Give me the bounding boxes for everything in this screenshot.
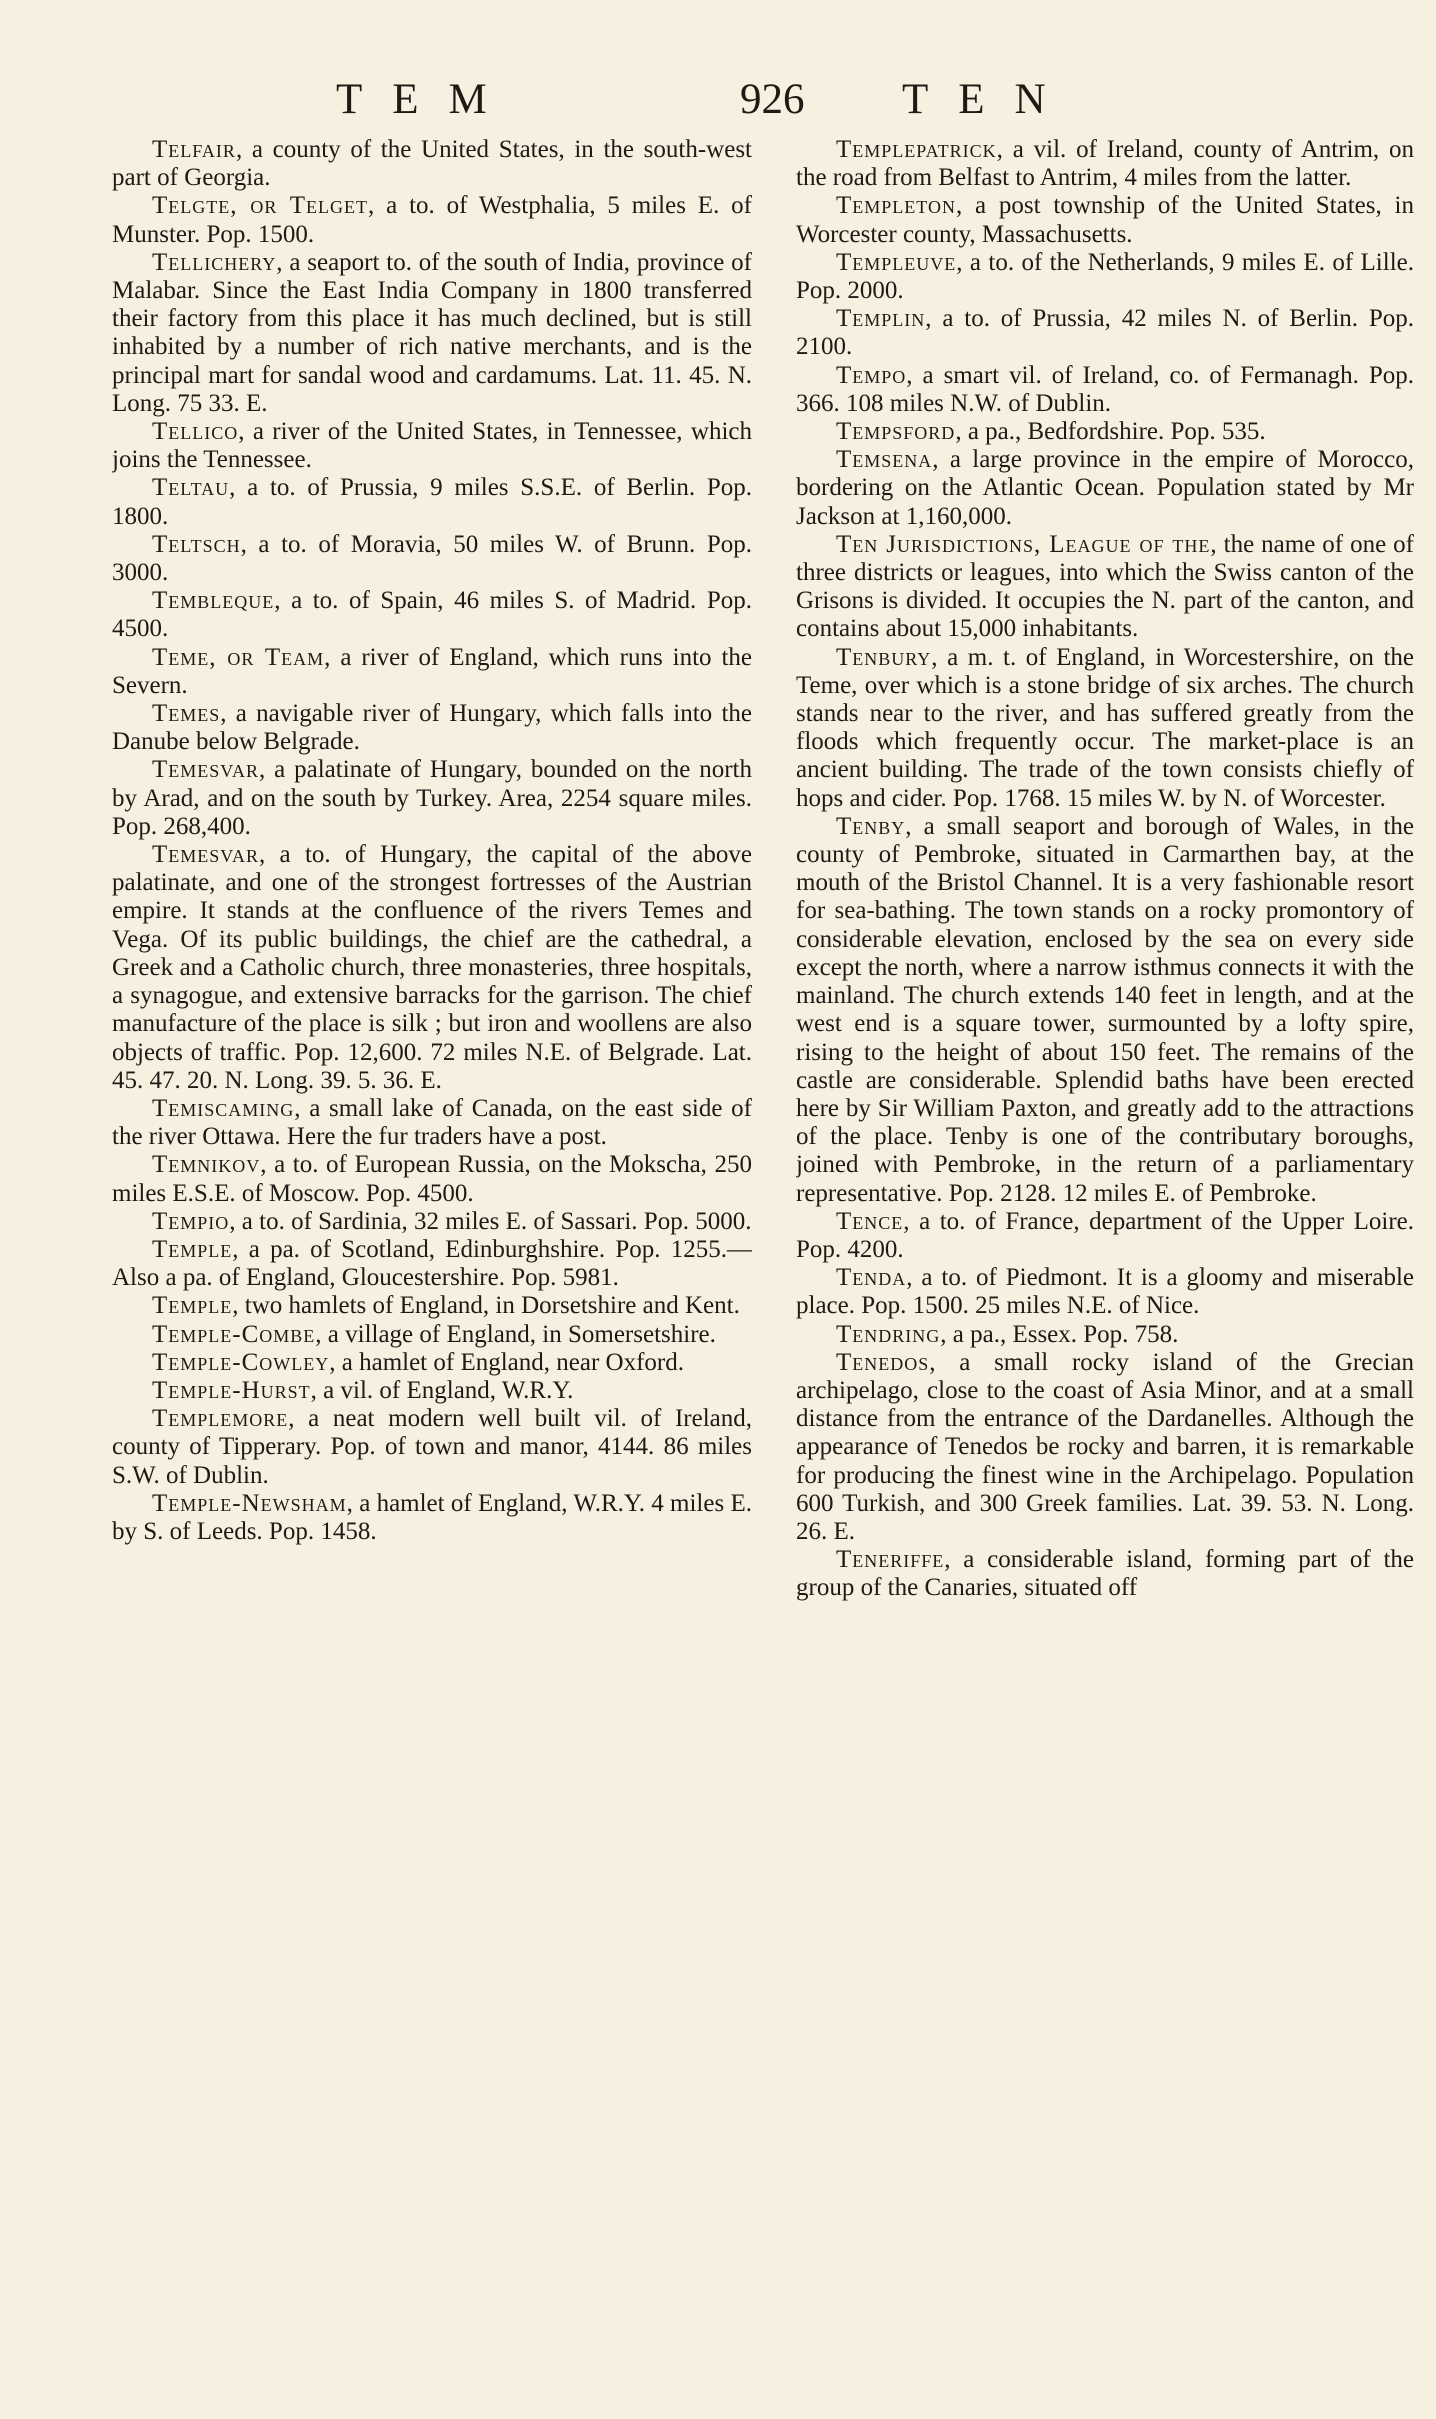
entry-headword: Ten Jurisdictions, League of the xyxy=(836,530,1211,558)
entry-text: , a pa., Bedfordshire. Pop. 535. xyxy=(955,418,1266,446)
entry-headword: Temsena xyxy=(836,446,933,474)
entry-headword: Templin xyxy=(836,305,926,333)
entry-headword: Temple-Combe xyxy=(152,1320,316,1348)
gazetteer-entry xyxy=(112,1208,752,1236)
gazetteer-entry xyxy=(112,1405,752,1490)
entry-headword: Templeton xyxy=(836,192,956,220)
entry-text: , a to. of Westphalia, 5 miles E. of Munster. Pop. 1500. xyxy=(112,192,752,248)
page-number: 926 xyxy=(740,76,805,123)
entry-headword: Temes xyxy=(152,700,221,728)
gazetteer-entry xyxy=(112,192,752,248)
entry-text: , a vil. of Ireland, county of Antrim, on the road from Belfast to Antrim, 4 miles from the latter. xyxy=(796,136,1414,192)
gazetteer-entry xyxy=(112,644,752,700)
entry-headword: Teltsch xyxy=(152,530,241,558)
entry-headword: Tenbury xyxy=(836,643,932,671)
entry-headword: Tellichery xyxy=(152,248,277,276)
entry-text: , a pa. of Scotland, Edinburghshire. Pop. 1255.—Also a pa. of England, Gloucestershire. Pop. 5981. xyxy=(112,1235,752,1292)
entry-text: , a seaport to. of the south of India, province of Malabar. Since the East India Company in 1800 transferred their factory from this place it has much declined, but is still inhabited by a number of rich native merchants, and is the principal mart for sandal wood and cardamums. Lat. 11. 45. N. Long. 75 33. E. xyxy=(112,248,752,417)
entry-text: , a considerable island, forming part of the group of the Canaries, situated off xyxy=(796,1546,1414,1602)
entry-headword: Temiscaming xyxy=(152,1094,295,1122)
header-right-guide-word: TEN xyxy=(902,76,1076,123)
entry-text: , a to. of Sardinia, 32 miles E. of Sassari. Pop. 5000. xyxy=(229,1207,752,1235)
gazetteer-entry xyxy=(112,136,752,192)
entry-headword: Temple-Hurst xyxy=(152,1376,311,1404)
entry-text: , a neat modern well built vil. of Ireland, county of Tipperary. Pop. of town and manor, 4144. 86 miles S.W. of Dublin. xyxy=(112,1405,752,1489)
entry-text: , a post township of the United States, in Worcester county, Massachusetts. xyxy=(796,192,1414,248)
entry-text: , a river of the United States, in Tennessee, which joins the Tennessee. xyxy=(112,418,752,474)
entry-text: , a smart vil. of Ireland, co. of Fermanagh. Pop. 366. 108 miles N.W. of Dublin. xyxy=(796,361,1414,417)
running-header xyxy=(0,70,1436,130)
entry-text: , a to. of Prussia, 42 miles N. of Berlin. Pop. 2100. xyxy=(796,305,1414,361)
entry-headword: Teme, or Team xyxy=(152,643,325,671)
entry-headword: Templeuve xyxy=(836,248,957,276)
entry-text: , a to. of Moravia, 50 miles W. of Brunn. Pop. 3000. xyxy=(112,530,752,587)
gazetteer-entry xyxy=(796,1546,1414,1602)
gazetteer-entry xyxy=(112,418,752,474)
left-column xyxy=(112,136,752,2391)
gazetteer-entry xyxy=(796,1208,1414,1264)
gazetteer-entry xyxy=(796,362,1414,418)
entry-headword: Temple xyxy=(152,1292,233,1320)
entry-headword: Tenda xyxy=(836,1264,907,1292)
gazetteer-entry xyxy=(112,531,752,587)
entry-text: , a large province in the empire of Morocco, bordering on the Atlantic Ocean. Population stated by Mr Jackson at 1,160,000. xyxy=(796,446,1414,530)
entry-text: , a to. of Piedmont. It is a gloomy and miserable place. Pop. 1500. 25 miles N.E. of Nice. xyxy=(796,1264,1414,1320)
entry-headword: Temple-Cowley xyxy=(152,1348,330,1376)
entry-headword: Telgte, or Telget xyxy=(152,192,369,220)
entry-headword: Tempo xyxy=(836,361,907,389)
gazetteer-entry xyxy=(796,249,1414,305)
entry-headword: Temesvar xyxy=(152,756,259,784)
entry-text: , a to. of Spain, 46 miles S. of Madrid. Pop. 4500. xyxy=(112,587,752,643)
gazetteer-entry xyxy=(112,1095,752,1151)
entry-headword: Tempsford xyxy=(836,418,956,446)
entry-headword: Tempio xyxy=(152,1207,230,1235)
gazetteer-entry xyxy=(796,418,1414,446)
gazetteer-entry xyxy=(796,136,1414,192)
entry-text: , a small seaport and borough of Wales, in the county of Pembroke, situated in Carmarthen bay, at the mouth of the Bristol Channel. It is a very fashionable resort for sea-bathing. The town stands on a rocky promontory of considerable elevation, enclosed by the sea on every side except the north, where a narrow isthmus connects it with the mainland. The church extends 140 feet in length, and at the west end is a square tower, surmounted by a lofty spire, rising to the height of about 150 feet. The remains of the castle are considerable. Splendid baths have been erected here by Sir William Paxton, and greatly add to the attractions of the place. Tenby is one of the contributary boroughs, joined with Pembroke, in the return of a parliamentary representative. Pop. 2128. 12 miles E. of Pembroke. xyxy=(796,812,1414,1207)
entry-headword: Temple-Newsham xyxy=(152,1489,347,1517)
entry-headword: Teneriffe xyxy=(836,1546,945,1574)
entry-text: , a vil. of England, W.R.Y. xyxy=(310,1376,574,1404)
gazetteer-entry xyxy=(112,1151,752,1207)
entry-text: , a to. of Prussia, 9 miles S.S.E. of Berlin. Pop. 1800. xyxy=(112,474,752,530)
entry-text: , the name of one of three districts or leagues, into which the Swiss canton of the Grisons is divided. It occupies the N. part of the canton, and contains about 15,000 inhabitants. xyxy=(796,530,1414,643)
gazetteer-entry xyxy=(796,305,1414,361)
entry-text: , a county of the United States, in the south-west part of Georgia. xyxy=(112,136,752,192)
entry-headword: Teltau xyxy=(152,474,230,502)
entry-headword: Tenby xyxy=(836,812,906,840)
entry-text: , a river of England, which runs into the Severn. xyxy=(112,643,752,699)
gazetteer-entry xyxy=(112,841,752,1095)
entry-text: , a to. of Hungary, the capital of the above palatinate, and one of the strongest fortresses of the Austrian empire. It stands at the confluence of the rivers Temes and Vega. Of its public buildings, the chief are the cathedral, a Greek and a Catholic church, three monasteries, three hospitals, a synagogue, and extensive barracks for the garrison. The chief manufacture of the place is silk ; but iron and woollens are also objects of traffic. Pop. 12,600. 72 miles N.E. of Belgrade. Lat. 45. 47. 20. N. Long. 39. 5. 36. E. xyxy=(112,841,752,1094)
entry-headword: Temesvar xyxy=(152,841,259,869)
gazetteer-entry xyxy=(796,1264,1414,1320)
gazetteer-entry xyxy=(796,1321,1414,1349)
gazetteer-entry xyxy=(112,1321,752,1349)
entry-text: , a to. of France, department of the Upper Loire. Pop. 4200. xyxy=(796,1207,1414,1263)
entry-headword: Tence xyxy=(836,1207,904,1235)
entry-text: , a to. of the Netherlands, 9 miles E. of Lille. Pop. 2000. xyxy=(796,248,1414,305)
gazetteer-entry xyxy=(796,192,1414,248)
entry-text: , a small rocky island of the Grecian archipelago, close to the coast of Asia Minor, and at a small distance from the entrance of the Dardanelles. Although the appearance of Tenedos be rocky and barren, it is remarkable for producing the finest wine in the Archipelago. Population 600 Turkish, and 300 Greek families. Lat. 39. 53. N. Long. 26. E. xyxy=(796,1348,1414,1545)
gazetteer-entry xyxy=(112,756,752,841)
gazetteer-entry xyxy=(112,1349,752,1377)
gazetteer-entry xyxy=(112,1377,752,1405)
header-left-guide-word: TEM xyxy=(336,76,517,123)
gazetteer-entry xyxy=(112,1292,752,1320)
entry-text: , a m. t. of England, in Worcestershire, on the Teme, over which is a stone bridge of six arches. The church stands near to the river, and has suffered greatly from the floods which frequently occur. The market-place is an ancient building. The trade of the town consists chiefly of hops and cider. Pop. 1768. 15 miles W. by N. of Worcester. xyxy=(796,643,1414,812)
entry-headword: Tembleque xyxy=(152,587,275,615)
right-column xyxy=(796,136,1414,2391)
entry-headword: Templemore xyxy=(152,1405,289,1433)
entry-text: , a village of England, in Somersetshire. xyxy=(315,1320,716,1348)
gazetteer-entry xyxy=(112,474,752,530)
gazetteer-entry xyxy=(112,1490,752,1546)
gazetteer-entry xyxy=(796,1349,1414,1546)
gazetteer-entry xyxy=(796,446,1414,531)
gazetteer-entry xyxy=(112,587,752,643)
gazetteer-entry xyxy=(796,644,1414,813)
entry-headword: Tenedos xyxy=(836,1348,930,1376)
entry-headword: Templepatrick xyxy=(836,136,997,163)
gazetteer-entry xyxy=(112,249,752,418)
entry-text: , a small lake of Canada, on the east side of the river Ottawa. Here the fur traders have a post. xyxy=(112,1094,752,1151)
entry-headword: Tellico xyxy=(152,418,239,446)
gazetteer-entry xyxy=(112,700,752,756)
gazetteer-entry xyxy=(112,1236,752,1292)
entry-text: , a to. of European Russia, on the Mokscha, 250 miles E.S.E. of Moscow. Pop. 4500. xyxy=(112,1151,752,1207)
entry-text: , a hamlet of England, W.R.Y. 4 miles E. by S. of Leeds. Pop. 1458. xyxy=(112,1489,752,1545)
entry-text: , two hamlets of England, in Dorsetshire and Kent. xyxy=(232,1292,740,1320)
entry-headword: Temple xyxy=(152,1235,233,1263)
entry-headword: Telfair xyxy=(152,136,236,163)
entry-text: , a hamlet of England, near Oxford. xyxy=(329,1348,684,1376)
entry-headword: Temnikov xyxy=(152,1151,261,1179)
gazetteer-entry xyxy=(796,531,1414,644)
entry-text: , a navigable river of Hungary, which falls into the Danube below Belgrade. xyxy=(112,700,752,756)
entry-text: , a palatinate of Hungary, bounded on the north by Arad, and on the south by Turkey. Area, 2254 square miles. Pop. 268,400. xyxy=(112,756,752,840)
entry-headword: Tendring xyxy=(836,1320,941,1348)
entry-text: , a pa., Essex. Pop. 758. xyxy=(940,1320,1179,1348)
gazetteer-entry xyxy=(796,813,1414,1208)
